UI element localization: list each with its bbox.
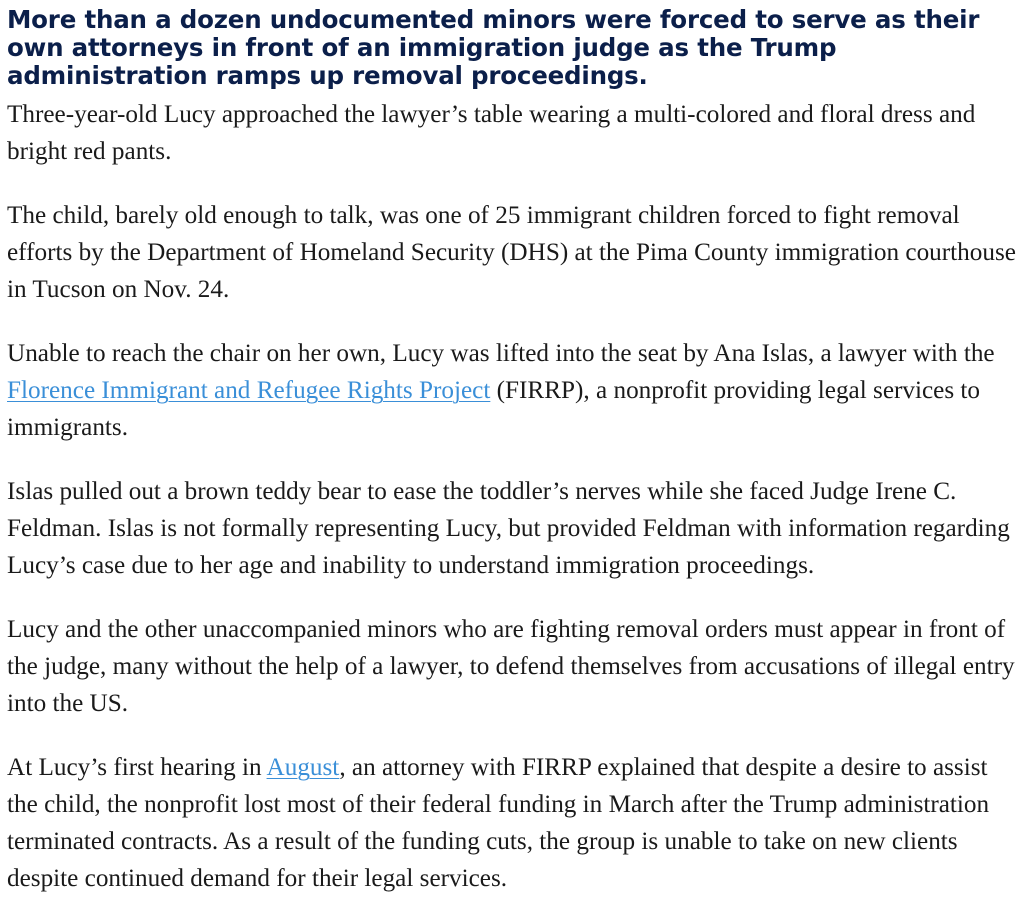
paragraph-3-text-before: Unable to reach the chair on her own, Lucy was lifted into the seat by Ana Islas, a lawyer with the xyxy=(7,340,995,367)
paragraph-6 xyxy=(7,749,1024,897)
paragraph-3-text-after: (FIRRP), a nonprofit providing legal services to immigrants. xyxy=(7,377,981,441)
august-hearing-link[interactable]: August xyxy=(266,754,340,781)
paragraph-6-text-before: At Lucy’s first hearing in xyxy=(7,754,267,781)
article-body xyxy=(7,6,1024,924)
paragraph-3 xyxy=(7,335,1024,446)
paragraph-2: The child, barely old enough to talk, was one of 25 immigrant children forced to fight removal efforts by the Department of Homeland Security (DHS) at the Pima County immigration courthouse in Tucson on Nov. 24. xyxy=(7,202,1016,303)
firrp-link[interactable]: Florence Immigrant and Refugee Rights Project xyxy=(7,377,491,404)
paragraph-6-text-after: , an attorney with FIRRP explained that despite a desire to assist the child, the nonprofit lost most of their federal funding in March after the Trump administration terminated contracts. As a result of the funding cuts, the group is unable to take on new clients despite continued demand for their legal services. xyxy=(7,754,990,892)
paragraph-5: Lucy and the other unaccompanied minors who are fighting removal orders must appear in front of the judge, many without the help of a lawyer, to defend themselves from accusations of illegal entry into the US. xyxy=(7,616,1015,717)
article-subheadline: More than a dozen undocumented minors were forced to serve as their own attorneys in front of an immigration judge as the Trump administration ramps up removal proceedings. xyxy=(7,5,980,90)
paragraph-4: Islas pulled out a brown teddy bear to ease the toddler’s nerves while she faced Judge Irene C. Feldman. Islas is not formally representing Lucy, but provided Feldman with information regarding Lucy’s case due to her age and inability to understand immigration proceedings. xyxy=(7,478,1010,579)
paragraph-1: Three-year-old Lucy approached the lawyer’s table wearing a multi-colored and floral dress and bright red pants. xyxy=(7,101,976,165)
